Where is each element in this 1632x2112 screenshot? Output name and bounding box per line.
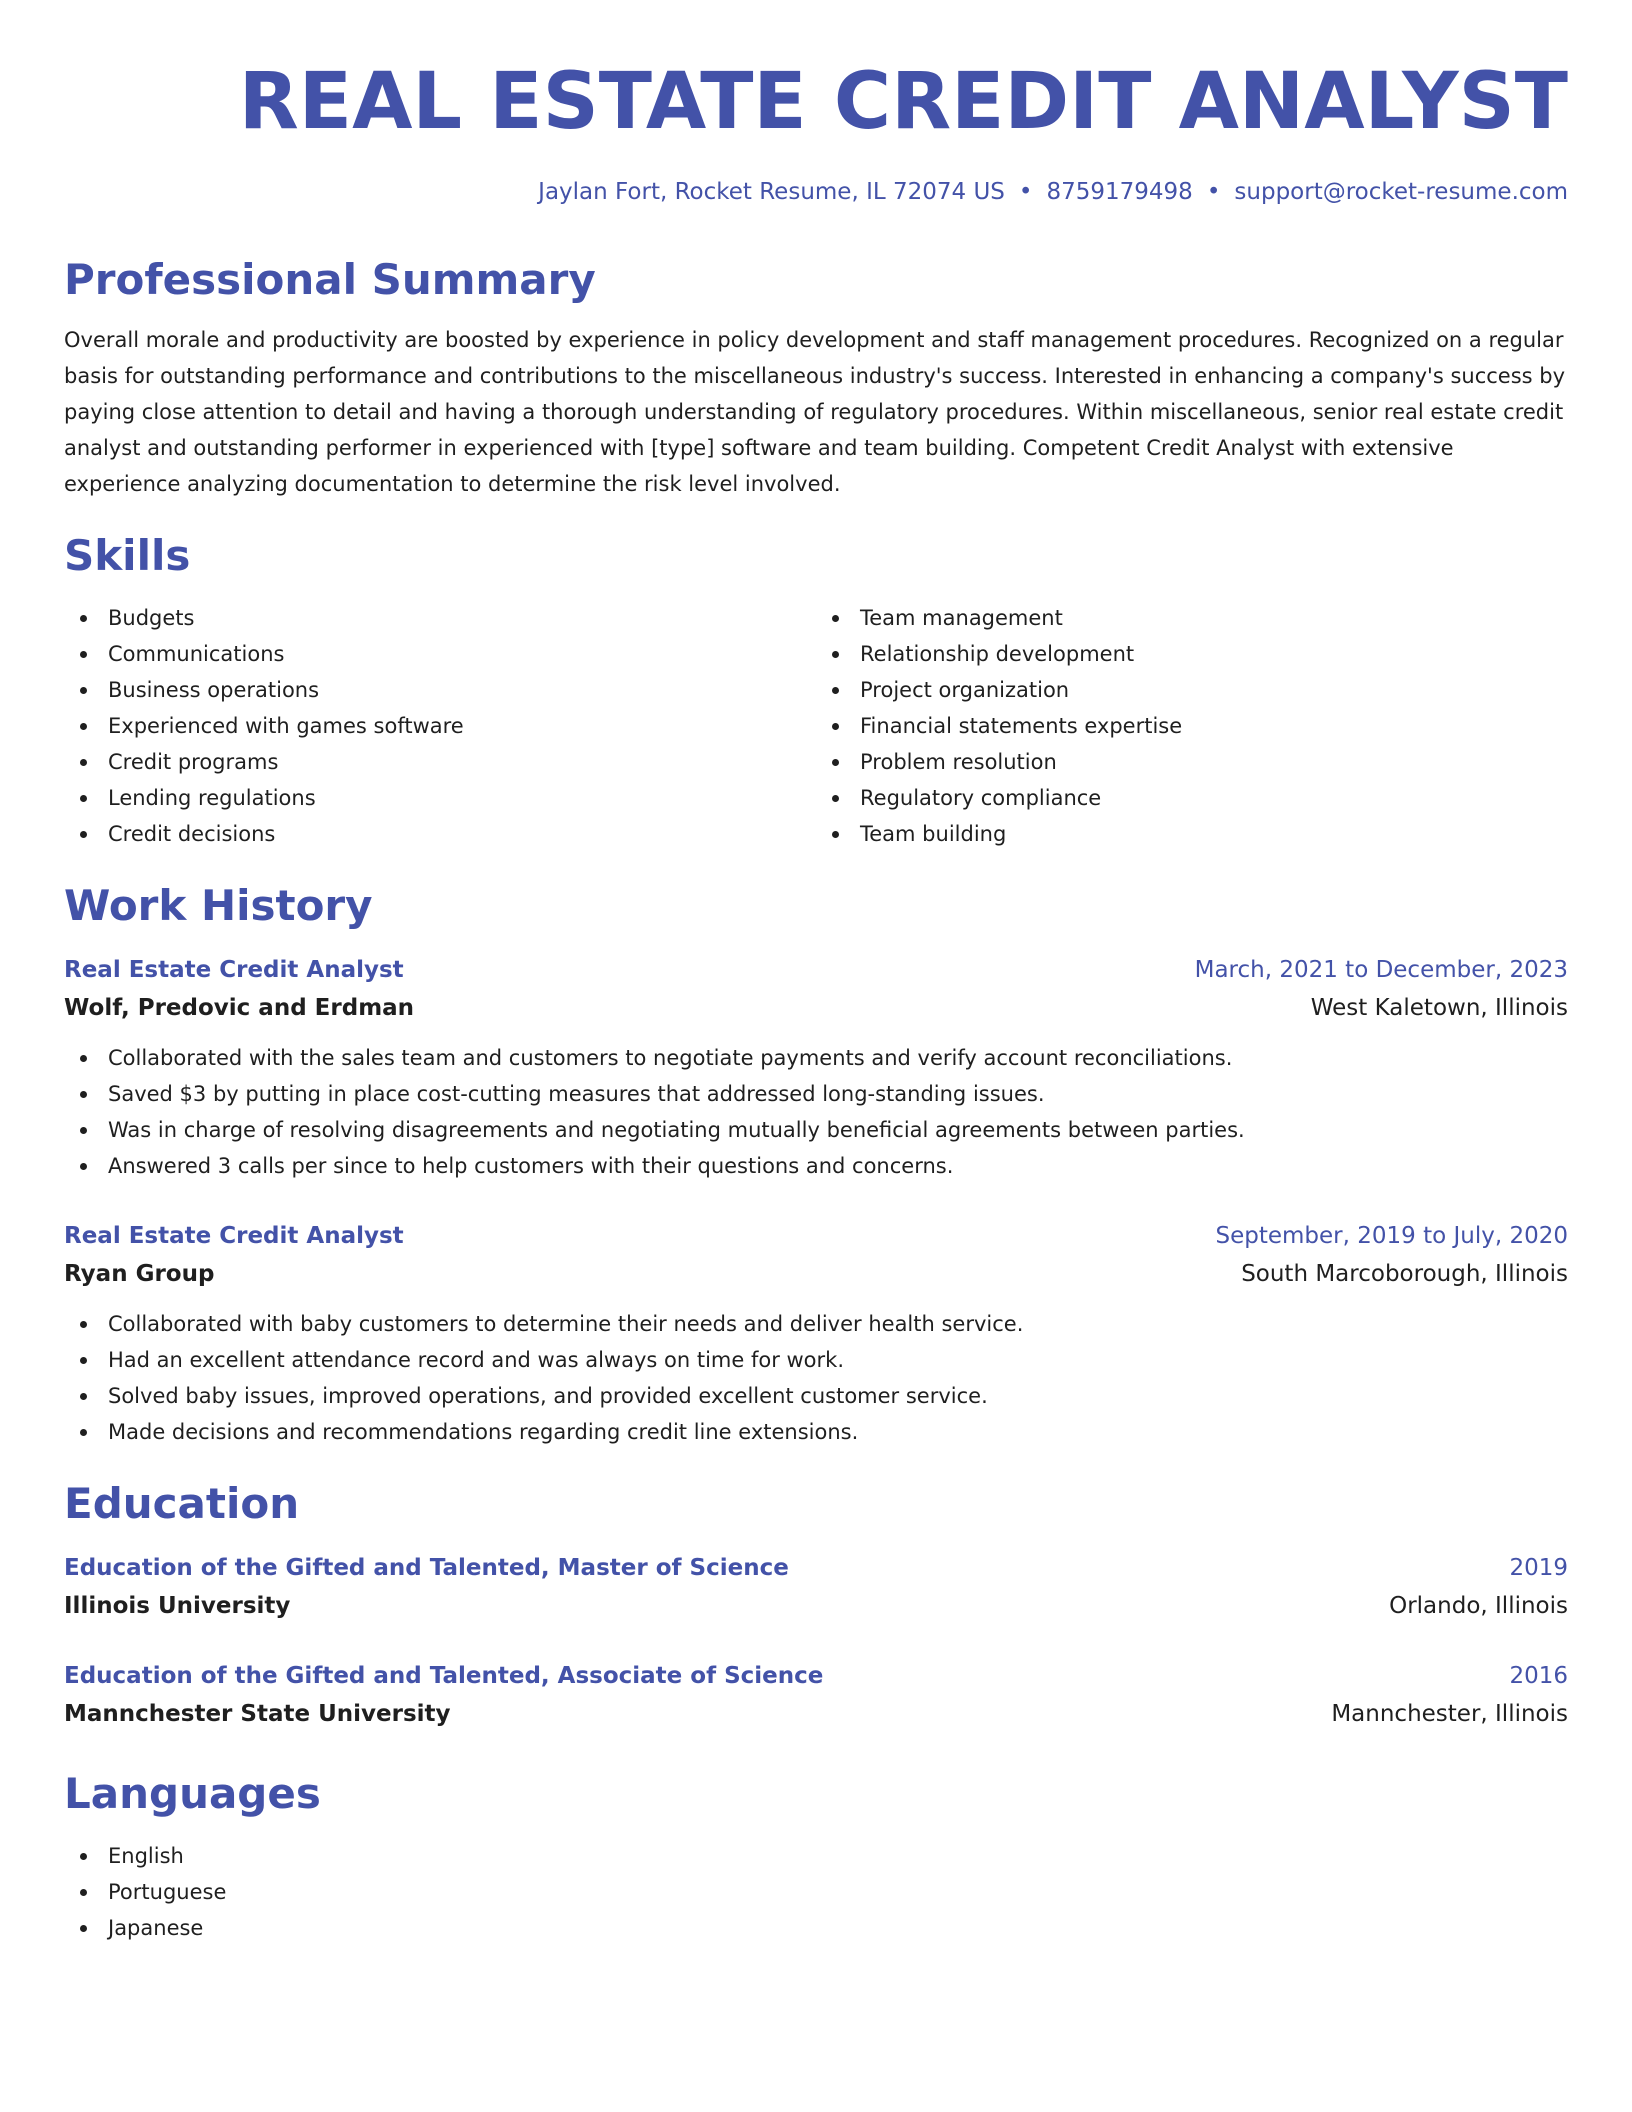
job-header-row: [64, 952, 1568, 988]
skill-item: Regulatory compliance: [816, 780, 1568, 816]
languages-section: [64, 1768, 1568, 1946]
education-entry: [64, 1550, 1568, 1626]
education-section: [64, 1478, 1568, 1734]
skill-item: Problem resolution: [816, 744, 1568, 780]
job-bullet: Solved baby issues, improved operations, and provided excellent customer service.: [64, 1378, 1568, 1414]
job-bullet: Answered 3 calls per since to help customers with their questions and concerns.: [64, 1148, 1568, 1184]
language-item: Japanese: [64, 1910, 1568, 1946]
languages-heading: Languages: [64, 1769, 321, 1818]
job-company-row: [64, 988, 1568, 1028]
skill-item: Credit programs: [64, 744, 816, 780]
resume-header: [64, 56, 1568, 208]
education-location: Orlando, Illinois: [1389, 1593, 1568, 1619]
summary-section: [64, 254, 1568, 502]
education-year: 2016: [1509, 1663, 1568, 1689]
skill-item: Team building: [816, 816, 1568, 852]
education-location: Mannchester, Illinois: [1331, 1701, 1568, 1727]
job-bullet: Collaborated with baby customers to determine their needs and deliver health service.: [64, 1306, 1568, 1342]
job-bullet: Collaborated with the sales team and customers to negotiate payments and verify account reconciliations.: [64, 1040, 1568, 1076]
education-school: Illinois University: [64, 1593, 291, 1619]
contact-separator: •: [1206, 179, 1221, 205]
work-history-section: [64, 880, 1568, 1450]
job-bullets: [64, 1040, 1568, 1184]
skill-item: Lending regulations: [64, 780, 816, 816]
job-bullet: Was in charge of resolving disagreements and negotiating mutually beneficial agreements between parties.: [64, 1112, 1568, 1148]
contact-email[interactable]: support@rocket-resume.com: [1234, 179, 1568, 205]
job-bullet: Made decisions and recommendations regarding credit line extensions.: [64, 1414, 1568, 1450]
skills-column-right: [816, 600, 1568, 852]
education-year: 2019: [1509, 1555, 1568, 1581]
skill-item: Credit decisions: [64, 816, 816, 852]
job-header-row: [64, 1218, 1568, 1254]
skill-item: Project organization: [816, 672, 1568, 708]
skill-item: Business operations: [64, 672, 816, 708]
summary-heading: Professional Summary: [64, 255, 596, 304]
skill-item: Team management: [816, 600, 1568, 636]
education-entry: [64, 1658, 1568, 1734]
job-bullet: Saved $3 by putting in place cost-cutting measures that addressed long-standing issues.: [64, 1076, 1568, 1112]
skill-item: Financial statements expertise: [816, 708, 1568, 744]
job-dates: March, 2021 to December, 2023: [1194, 957, 1568, 983]
education-header-row: [64, 1658, 1568, 1694]
skill-item: Budgets: [64, 600, 816, 636]
contact-address: Jaylan Fort, Rocket Resume, IL 72074 US: [538, 179, 1005, 205]
skills-column-left: [64, 600, 816, 852]
education-school-row: [64, 1694, 1568, 1734]
job-location: West Kaletown, Illinois: [1310, 995, 1568, 1021]
skill-item: Relationship development: [816, 636, 1568, 672]
education-school-row: [64, 1586, 1568, 1626]
job-role: Real Estate Credit Analyst: [64, 1223, 404, 1249]
job-company: Wolf, Predovic and Erdman: [64, 995, 415, 1021]
skill-item: Communications: [64, 636, 816, 672]
skills-heading: Skills: [64, 531, 191, 580]
contact-phone: 8759179498: [1046, 179, 1193, 205]
skill-item: Experienced with games software: [64, 708, 816, 744]
skills-list-right: [816, 600, 1568, 852]
job-bullets: [64, 1306, 1568, 1450]
contact-line: [64, 176, 1568, 208]
skills-list-left: [64, 600, 816, 852]
summary-text: Overall morale and productivity are boosted by experience in policy development and staff management procedures. Recognized on a regular basis for outstanding performance and contributions to the miscellaneous industry's success. Interested in enhancing a company's success by paying close attention to detail and having a thorough understanding of regulatory procedures. Within miscellaneous, senior real estate credit analyst and outstanding performer in experienced with [type] software and team building. Competent Credit Analyst with extensive experience analyzing documentation to determine the risk level involved.: [64, 328, 1566, 496]
job-entry: [64, 952, 1568, 1184]
resume-title: REAL ESTATE CREDIT ANALYST: [238, 57, 1568, 147]
education-degree: Education of the Gifted and Talented, Master of Science: [64, 1555, 789, 1581]
language-item: Portuguese: [64, 1874, 1568, 1910]
skills-section: [64, 530, 1568, 852]
job-company: Ryan Group: [64, 1261, 215, 1287]
contact-separator: •: [1018, 179, 1033, 205]
work-history-heading: Work History: [64, 881, 373, 930]
languages-list: [64, 1838, 1568, 1946]
job-bullet: Had an excellent attendance record and was always on time for work.: [64, 1342, 1568, 1378]
job-entry: [64, 1218, 1568, 1450]
skills-grid: [64, 600, 1568, 852]
education-degree: Education of the Gifted and Talented, Associate of Science: [64, 1663, 824, 1689]
language-item: English: [64, 1838, 1568, 1874]
education-header-row: [64, 1550, 1568, 1586]
education-heading: Education: [64, 1479, 300, 1528]
job-dates: September, 2019 to July, 2020: [1215, 1223, 1568, 1249]
job-role: Real Estate Credit Analyst: [64, 957, 404, 983]
education-school: Mannchester State University: [64, 1701, 451, 1727]
job-company-row: [64, 1254, 1568, 1294]
job-location: South Marcoborough, Illinois: [1241, 1261, 1568, 1287]
